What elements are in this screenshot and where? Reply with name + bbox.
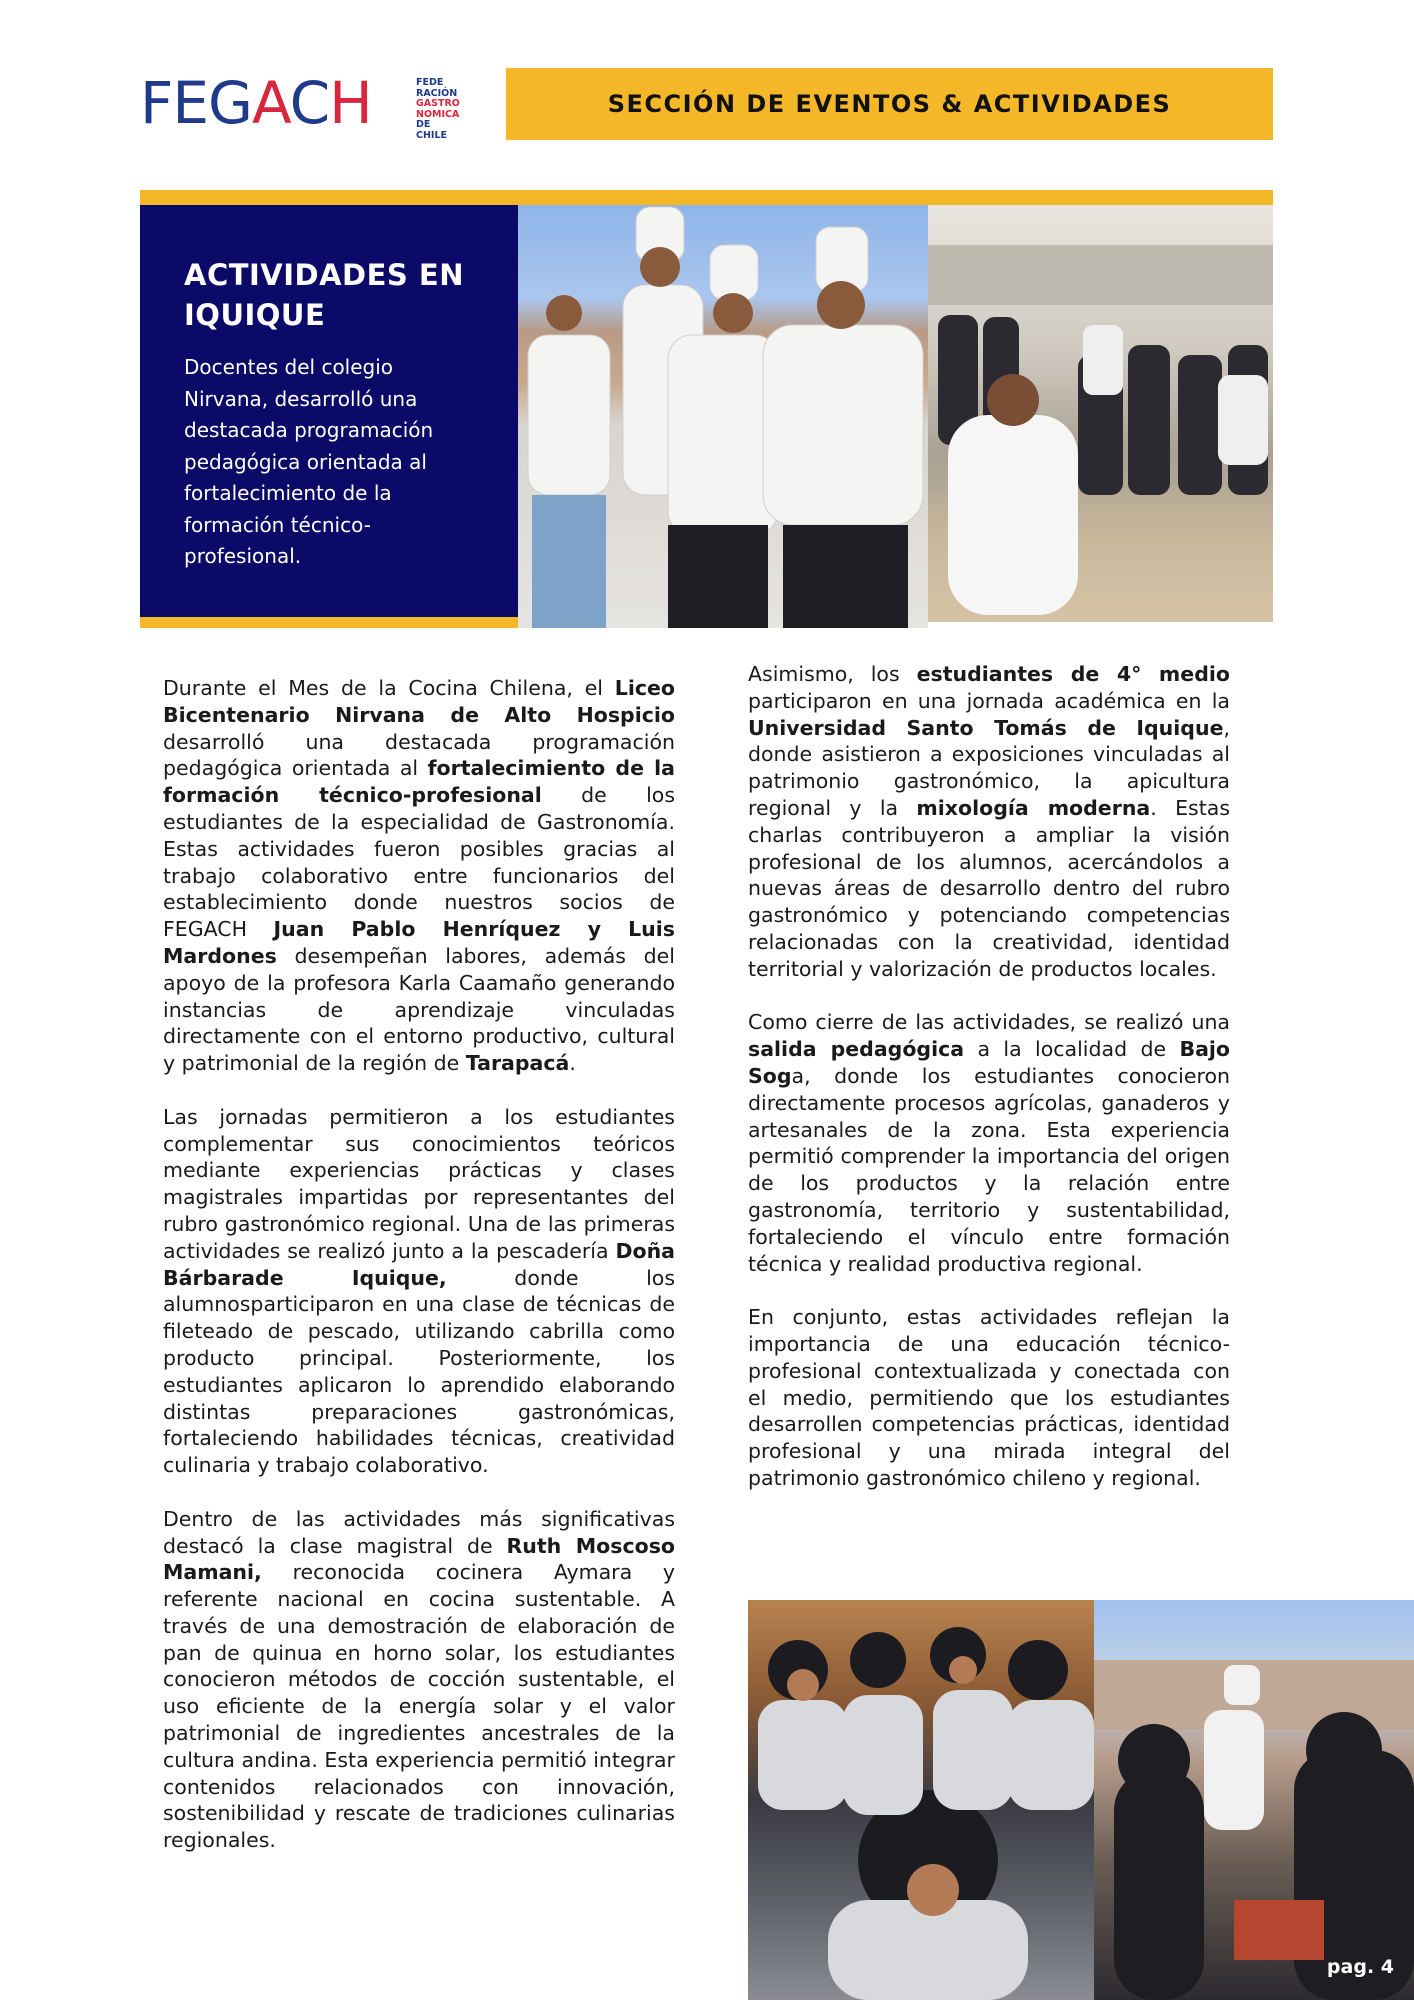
accent-strip-top xyxy=(140,190,1273,205)
students-illustration xyxy=(748,1600,1094,2000)
text-run: reconocida cocinera Aymara y referente nacional en cocina sustentable. A través de una demostración de elaboración de pan de quinua en horno solar, los estudiantes conocieron métodos de cocción sustentable, el uso eficiente de la energía solar y el valor patrimonial de ingredientes ancestrales de la cultura andina. Esta experiencia permitió integrar contenidos relacionados con innovación, sostenibilidad y rescate de tradiciones culinarias regionales. xyxy=(163,1560,675,1853)
text-run: Las jornadas permitieron a los estudiantes complementar sus conocimientos teóricos mediante experiencias prácticas y clases magistrales impartidas por representantes del rubro gastronómico regional. Una de las primeras actividades se realizó junto a la pescadería xyxy=(163,1104,675,1263)
text-run: . xyxy=(569,1051,576,1076)
photo-chefs-group xyxy=(518,205,928,628)
logo-subtitle: FEDE RACIÓN GASTRO NOMICA DE CHILE xyxy=(416,77,460,141)
accent-strip-bottom xyxy=(140,617,520,628)
text-run: de los estudiantes de la especialidad de Gastronomía. Estas actividades fueron posibles gracias al trabajo colaborativo entre funcionarios del establecimiento donde nuestros socios de FEGACH xyxy=(163,783,675,942)
article-paragraph xyxy=(748,1304,1230,1492)
text-run: Como cierre de las actividades, se realizó una xyxy=(748,1010,1230,1035)
kitchen-illustration xyxy=(928,205,1273,622)
text-run: donde los alumnosparticiparon en una clase de técnicas de fileteado de pescado, utilizando cabrilla como producto principal. Posteriormente, los estudiantes aplicaron lo aprendido elaborando distintas preparaciones gastronómicas, fortaleciendo habilidades técnicas, creatividad culinaria y trabajo colaborativo. xyxy=(163,1265,675,1478)
article-column-right xyxy=(748,661,1230,1519)
text-run: , donde asistieron a exposiciones vinculadas al patrimonio gastronómico, la apicultura regional y la xyxy=(748,715,1230,820)
bold-text-run: Bajo Sog xyxy=(748,1037,1231,1088)
section-title: SECCIÓN DE EVENTOS & ACTIVIDADES xyxy=(607,90,1172,118)
text-run: En conjunto, estas actividades reflejan la importancia de una educación técnico-profesional contextualizada y conectada con el medio, permitiendo que los estudiantes desarrollen competencias prácticas, identidad profesional y una mirada integral del patrimonio gastronómico chileno y regional. xyxy=(748,1305,1230,1490)
fegach-logo xyxy=(140,69,460,141)
bold-text-run: Doña Bárbarade Iquique, xyxy=(163,1238,675,1290)
photo-outdoor-visit xyxy=(1094,1600,1414,2000)
bold-text-run: Liceo Bicentenario Nirvana de Alto Hospicio xyxy=(163,676,675,727)
page-number: pag. 4 xyxy=(1326,1956,1394,1978)
article-column-left xyxy=(163,675,675,1881)
bold-text-run: mixología moderna xyxy=(916,795,1151,820)
bold-text-run: salida pedagógica xyxy=(748,1037,965,1062)
logo-wordmark: FEGACH xyxy=(140,69,372,137)
photo-students-seated xyxy=(748,1600,1094,2000)
text-run: . Estas charlas contribuyeron a ampliar la visión profesional de los alumnos, acercándolos a nuevas áreas de desarrollo dentro del rubro gastronómico y potenciando competencias relacionadas con la creatividad, identidad territorial y valorización de productos locales. xyxy=(748,795,1231,981)
text-run: Durante el Mes de la Cocina Chilena, el xyxy=(163,676,615,700)
bold-text-run: Tarapacá xyxy=(465,1051,570,1076)
hero-panel xyxy=(140,205,518,617)
section-banner xyxy=(506,68,1273,140)
text-run: Asimismo, los xyxy=(748,662,917,686)
bold-text-run: fortalecimiento de la formación técnico-profesional xyxy=(163,756,675,808)
article-paragraph xyxy=(163,1104,675,1479)
hero-title: ACTIVIDADES EN IQUIQUE xyxy=(184,258,464,332)
outdoor-illustration xyxy=(1094,1600,1414,2000)
bold-text-run: Universidad Santo Tomás de Iquique xyxy=(748,715,1224,740)
article-paragraph xyxy=(163,675,675,1077)
text-run: participaron en una jornada académica en la xyxy=(748,688,1230,713)
text-run: desempeñan labores, además del apoyo de la profesora Karla Caamaño generando instancias de aprendizaje vinculadas directamente con el entorno productivo, cultural y patrimonial de la región de xyxy=(163,943,675,1076)
article-paragraph xyxy=(748,1009,1230,1277)
text-run: Dentro de las actividades más significativas destacó la clase magistral de xyxy=(163,1506,675,1558)
text-run: a la localidad de xyxy=(964,1037,1180,1062)
chefs-illustration xyxy=(518,205,928,628)
article-paragraph xyxy=(163,1506,675,1854)
article-paragraph xyxy=(748,661,1230,983)
text-run: a, donde los estudiantes conocieron directamente procesos agrícolas, ganaderos y artesanales de la zona. Esta experiencia permitió comprender la importancia del origen de los productos y la relación entre gastronomía, territorio y sustentabilidad, fortaleciendo el vínculo entre formación técnica y realidad productiva regional. xyxy=(748,1063,1230,1276)
bold-text-run: Ruth Moscoso Mamani, xyxy=(163,1533,675,1585)
photo-kitchen-class xyxy=(928,205,1273,622)
text-run: desarrolló una destacada programación pedagógica orientada al xyxy=(163,729,675,781)
bold-text-run: Juan Pablo Henríquez y Luis Mardones xyxy=(163,917,675,968)
hero-intro: Docentes del colegio Nirvana, desarrolló una destacada programación pedagógica orientada al fortalecimiento de la formación técnico-profesional. xyxy=(184,355,434,568)
bold-text-run: estudiantes de 4° medio xyxy=(916,662,1230,686)
